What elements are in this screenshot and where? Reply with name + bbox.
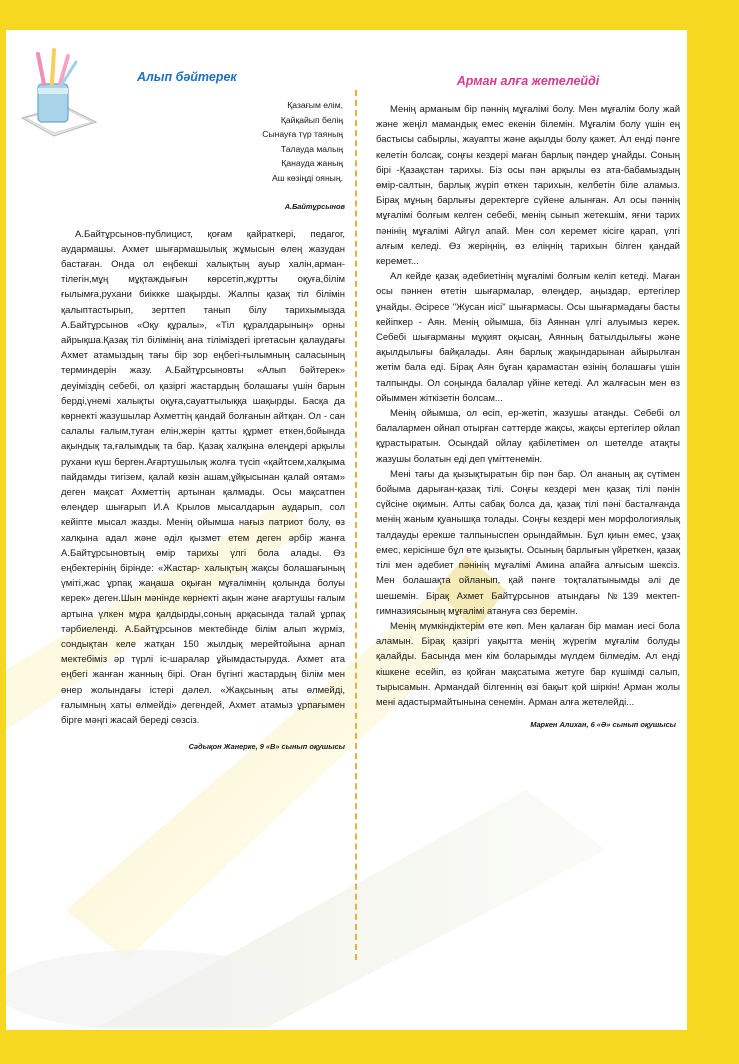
left-article-paragraph: А.Байтұрсынов-публицист, қоғам қайраткері, педагог, аудармашы. Ахмет шығармашылық жұмысын өлең жазудан бастаған. Онда ол еңбекші халықтың ауыр халін,арман-тілегін,мұң мұқтаждығын көрсетіп,жұртты оқуға,білім ғылымға,рухани биіккке шақырды. Жалпы қазақ тіл білімін қалыптастырып, зерттеп танып білу тарихымызда А.Байтұрсынов «Оқу құралы», «Тіл құралдарының» орны айрықша.Қазақ тіл білімінің ана тіліміздегі іргетасын қалаудағы Ахмет атамыздың тағы бір зор еңбегі-ғылымның саласының терминдерін жазу. А.Байтұрсыновты «Алып бәйтерек» деуіміздің себебі, ол қазіргі жастардың болашағы үшін барын берді,үнемі халықты оқуға,сауаттылыққа шақырды. Басқа да көрнекті жазушылар Ахметтің қандай болғанын айтқан. Ол - сан салалы ғалым,туған елін,жерін қатты құрмет еткен,бойында ақындық та,ғалымдық та бар. Қазақ халқына өлеңдері арқылы рухани күш берген.Ағартушылық жолға түсіп «қайтсем,халқыма пайдамды тигізем, қалай көзін ашам,ұйқысынан қалай оятам» деген мақсат Ахметтің артынан қалмады. Осы мақсатпен өлеңдер шығарып И.А Крылов мысалдарын аударып, сол кейіпте мысал жазды. Менің ойымша нағыз патриот болу, өз халқына адал және әділ қызмет етем деген әрбір жанға А.Байтұрсыновтың өмір тарихы үлгі бола алады. Өз еңбектерінің бірінде: «Жастар- халықтың жақсы болашағының үміті,жас ұрпақ жаңаша оқыған мұғалімнің қолында болуы керек» деген.Шын мәнінде көрнекті ақын және ағартушы ғалым артына үлкен мұра қалдырды,соның арқасында талай ұрпақ тәрбиеленді. А.Байтұрсынов мектебінде білім алып жүрміз, сондықтан келе жатқан 150 жылдық мерейтойына арнап мектебіміз әр түрлі іс-шаралар ұйымдастыруда. Ахмет ата еңбегі жанған жанның бірі. Оған бүгінгі жастардың білім мен өнер жолындағы істері дәлел. «Жақсының аты өлмейді, ғалымның хаты өлмейді» дегендей, Ахмет атамыз ұрпағымен бірге мәңгі жасай береді сөзсіз. bbox=[61, 228, 345, 727]
poem-line: Қайқайып белің bbox=[280, 114, 343, 125]
yellow-frame-right bbox=[687, 0, 739, 1064]
left-article bbox=[61, 70, 345, 751]
right-article-paragraph: Менің мүмкіндіктерім өте көп. Мен қалаған бір маман иесі бола аламын. Бірақ қазіргі уақытта менің жүрегім мұғалім болуды қалайды. Басында мен кім боларымды мүлдем білмедім. Ал енді кішкене есейіп, өз қойған мақсатыма жетуге бар күшімді салып, тырысамын. Армандай білгеннің өзі бақыт қой шіркін! Арман жолы мені адастырмайтынына сенемін. Арман алға жетелейді... bbox=[376, 620, 680, 708]
right-article bbox=[376, 74, 680, 729]
right-article-paragraph: Ал кейде қазақ әдебиетінің мұғалімі болғым келіп кетеді. Маған осы пәннен өтетін шығармалар, өлеңдер, аңыздар, ертегілер ұнайды. Әсіресе "Жусан иісі" шығармасы. Осы шығармадағы басты кейіпкер - Аян. Менің ойымша, біз Аяннан үлгі алуымыз керек. Себебі шығарманы мұқият оқысаң, Аянның батылдылығы және ақылдылығы байқалады. Аян барлық жақындарынан айырылған жетім бала еді. Бірақ Аян бұған қарамастан өзінің болашағы үшін талпынды. Ол соңында балалар үйіне кетеді. Ал жалғасын мен өз ойыммен жіткізетін болсам... bbox=[376, 271, 680, 404]
left-article-body bbox=[61, 227, 345, 729]
poem-line: Талауда малың bbox=[280, 143, 343, 154]
right-article-title: Арман алға жетелейді bbox=[456, 74, 600, 88]
yellow-frame-bottom bbox=[0, 1030, 739, 1064]
left-article-signature: Сәдықон Жанерке, 9 «В» сынып оқушысы bbox=[188, 742, 345, 752]
poem-author: А.Байтұрсынов bbox=[284, 201, 345, 211]
right-article-paragraph: Мені тағы да қызықтыратын бір пән бар. Ол ананың ақ сүтімен бойыма дарыған-қазақ тілі. Соңғы кездері мен қазақ тілі пәнін сүйсіне оқимын. Алты сабақ болса да, қазақ тілі пәні басталғанда менің жаным қуанышқа толады. Соңғы кездері мен морфологиялық талдауды ерекше талпыныспен орындаймын. Бұл қиын емес, ұзақ емес, керісінше бұл өте қызықты. Осының барлығын үйреткен, қазақ тілі мен әдебиет пәнінің мұғалімі Амина апайға алғысым шексіз. Мен болашақта ойланып, қай пәнге тоқталатынымды әлі де шешемін. Бірақ Ахмет Байтұрсынов атындағы №139 мектеп- гимназиясының мұғалімі атануға сөз беремін. bbox=[376, 468, 680, 617]
left-article-title: Алып бәйтерек bbox=[137, 70, 237, 84]
epigraph-poem bbox=[61, 98, 343, 186]
right-article-paragraph: Менің арманым бір пәннің мұғалімі болу. Мен мұғалім болу жай және жеңіл мамандық емес екенін білемін. Мұғалім болу үшін ең бастысы сабырлы, жауапты және ақылды болу қажет. Ал енді пәнге келетін болсақ, соңғы кездері маған барлық пәндер ұнайды. Соның бірі -Қазақстан тарихы. Біз осы пән арқылы өз ата-бабамыздың өмір-салтын, барлық жүріп өткен тарихын, келбетін біле аламыз. Бірақ мұның барлығы деректерге сүйене алынған. Ал осы пәннің мұғалімі болғым келген себебі, менің сынып жетекшім, яғни тарих пәнінің мұғалімі Айгүл апай. Мен сол керемет кісіге қарап, үлгі алғым келеді. Өз жеріңнің, өз еліңнің тарихын білген қандай керемет... bbox=[376, 104, 680, 268]
yellow-frame-top bbox=[0, 0, 739, 30]
poem-line: Қанауда жаның bbox=[281, 158, 343, 169]
poem-line: Сынауға түр таяның bbox=[262, 129, 343, 140]
poem-line: Қазағым елім, bbox=[287, 100, 343, 110]
newspaper-sheet bbox=[6, 30, 687, 1028]
right-article-paragraph: Менің ойымша, ол өсіп, ер-жетіп, жазушы атанды. Себебі ол балалармен ойнап отырған сәттерде жақсы, жақсы ертегілер ойлап құрастыратын. Осындай ойлау қабілетімен ол шетелде атақты жазушы болатын еді деп үміттенемін. bbox=[376, 408, 680, 465]
right-article-signature: Маркен Алихан, 6 «Ә» сынып оқушысы bbox=[530, 720, 676, 730]
column-divider bbox=[355, 90, 357, 960]
right-article-body bbox=[376, 102, 680, 710]
poem-line: Аш көзіңді ояның. bbox=[272, 172, 343, 183]
